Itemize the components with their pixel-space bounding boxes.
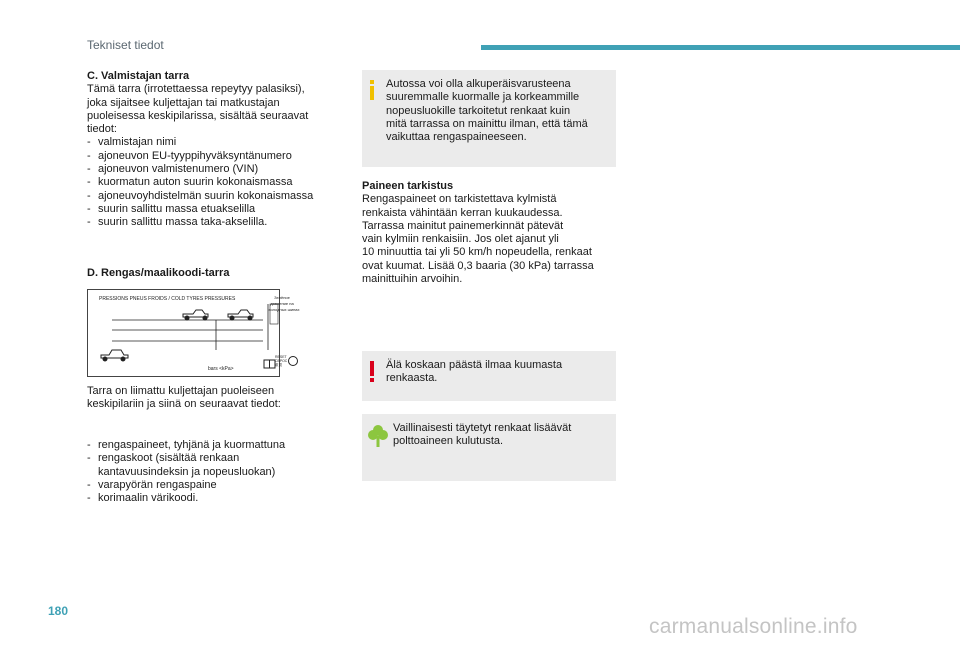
text-line: renkaista vähintään kerran kuukaudessa. [362, 206, 563, 219]
text-line: keskipilariin ja siinä on seuraavat tiedot: [87, 398, 281, 411]
warning-icon [369, 361, 375, 383]
text-line: ovat kuumat. Lisää 0,3 baaria (30 kPa) tarrassa [362, 259, 594, 272]
list-item [87, 479, 357, 492]
list-item: - ajoneuvoyhdistelmän suurin kokonaismassa [87, 190, 357, 203]
car-unloaded-icon [228, 310, 253, 320]
text-line: joka sijaitsee kuljettajan tai matkustajan [87, 96, 280, 109]
label-cyrillic-line: давление на [270, 301, 294, 306]
list-item: - ajoneuvon EU-tyyppihyväksyntänumero [87, 150, 357, 163]
section-c-intro [87, 83, 357, 136]
section-d-list [87, 439, 357, 505]
list-item-text: kantavuusindeksin ja nopeusluokan) [98, 465, 276, 478]
text-line: polttoaineen kulutusta. [393, 435, 504, 448]
text-line: tiedot: [87, 123, 117, 136]
text-line: mainittuihin arvoihin. [362, 273, 463, 286]
label-reset-text: RESET [275, 355, 287, 359]
book-icon [264, 360, 275, 368]
text-line: suuremmalle kuormalle ja korkeammille [386, 91, 580, 104]
label-cyrillic-line: Зелёное [274, 295, 290, 300]
label-units-text: bars <kPa> [208, 366, 234, 372]
section-d-title: D. Rengas/maalikoodi-tarra [87, 267, 230, 279]
text-line: vain kylmiin renkaisiin. Jos olet ajanut yli [362, 233, 559, 246]
eco-leaf-icon [368, 424, 388, 448]
text-line: puoleisessa keskipilarissa, sisältää seuraavat [87, 109, 309, 122]
eco-note-box [362, 414, 616, 481]
text-line: vaikuttaa rengaspaineeseen. [386, 131, 527, 144]
text-line: nopeusluokille tarkoitetut renkaat kuin [386, 104, 571, 117]
pressure-check-section [362, 180, 627, 286]
text-line: 10 minuuttia tai yli 50 km/h nopeudella, renkaat [362, 246, 592, 259]
list-item: - ajoneuvon valmistenumero (VIN) [87, 163, 357, 176]
section-header: Tekniset tiedot [87, 38, 164, 52]
section-c-title: C. Valmistajan tarra [87, 70, 190, 82]
text-line: Tämä tarra (irrotettaessa repeytyy palasiksi), [87, 83, 305, 96]
pressure-check-title: Paineen tarkistus [362, 180, 454, 192]
text-line: Vaillinaisesti täytetyt renkaat lisäävät [393, 422, 572, 434]
list-item-text: varapyörän rengaspaine [98, 478, 217, 491]
label-title-text: PRESSIONS PNEUS FROIDS / COLD TYRES PRESSURES [99, 296, 236, 302]
label-reset-text: 重置 [275, 363, 282, 367]
car-loaded-icon [183, 310, 208, 320]
list-item: - suurin sallittu massa taka-akselilla. [87, 216, 357, 229]
label-cyrillic-line: холодных шинах [268, 307, 300, 312]
text-line: Rengaspaineet on tarkistettava kylmistä [362, 193, 557, 206]
tpms-icon [289, 357, 298, 366]
list-item [87, 492, 357, 505]
tyre-label-drawing [88, 290, 300, 376]
list-item [87, 439, 357, 452]
text-line: renkaasta. [386, 372, 438, 385]
tyre-label-illustration [87, 289, 300, 377]
list-item-text: korimaalin värikoodi. [98, 492, 199, 505]
info-note-text [386, 78, 608, 144]
list-item [87, 452, 357, 479]
text-line: Tarra on liimattu kuljettajan puoleiseen [87, 385, 275, 397]
warning-note-box [362, 351, 616, 401]
page-number: 180 [48, 604, 69, 618]
text-line: mitä tarrassa on mainittu ilman, että tämä [386, 117, 588, 130]
label-reset-text: СБРОС [275, 359, 288, 363]
text-line: Tarrassa mainitut painemerkinnät pätevät [362, 219, 564, 232]
list-item-text: rengaspaineet, tyhjänä ja kuormattuna [98, 439, 286, 451]
spare-car-icon [101, 350, 128, 361]
text-line: Autossa voi olla alkuperäisvarusteena [386, 78, 571, 90]
warning-note-text [386, 359, 608, 386]
text-line: Älä koskaan päästä ilmaa kuumasta [386, 359, 563, 371]
label-grid [112, 304, 268, 350]
section-d-intro [87, 385, 357, 412]
info-note-box [362, 70, 616, 167]
eco-note-text [393, 422, 608, 449]
info-icon [369, 80, 375, 100]
section-c [87, 70, 357, 230]
list-item: - valmistajan nimi [87, 136, 357, 149]
list-item-text: - rengaskoot (sisältää renkaan [98, 452, 240, 465]
list-item: - suurin sallittu massa etuakselilla [87, 203, 357, 216]
section-c-list [87, 136, 357, 229]
header-accent-bar [481, 45, 960, 50]
list-item: - kuormatun auton suurin kokonaismassa [87, 176, 357, 189]
watermark: carmanualsonline.info [649, 615, 858, 638]
